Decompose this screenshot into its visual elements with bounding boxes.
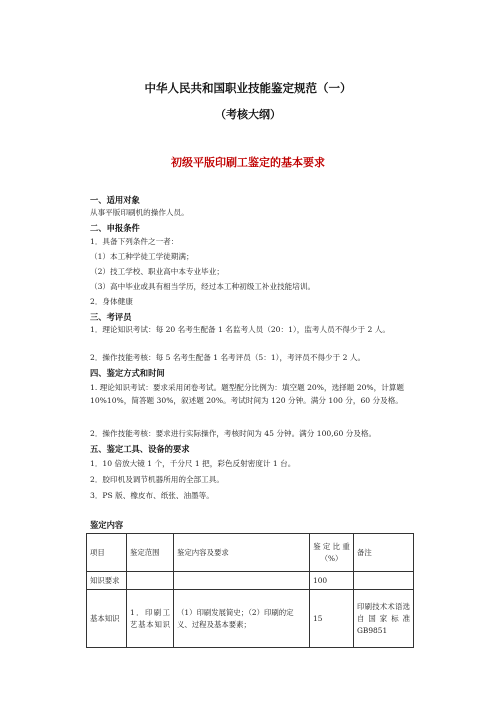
- table-cell: 基本知识: [87, 590, 127, 648]
- table-cell: 15: [310, 590, 354, 648]
- section-heading-4: 四、鉴定方式和时间: [90, 368, 165, 378]
- table-caption: 鉴定内容: [90, 520, 124, 530]
- section-heading-1: 一、适用对象: [90, 195, 140, 205]
- section-heading-3: 三、考评员: [90, 312, 132, 322]
- section-3-paragraph: 2．操作技能考核：每 5 名考生配备 1 名考评员（5：1），考评员不得少于 2 人。: [90, 353, 366, 362]
- table-row: [87, 572, 414, 590]
- section-2-line: 1．具备下列条件之一者：: [90, 237, 179, 246]
- header-cell-content: 鉴定内容及要求: [174, 534, 310, 572]
- section-2-line: （3）高中毕业或具有相当学历，经过本工种初级工补业技能培训。: [90, 282, 316, 291]
- header-cell-weight: 鉴 定 比 重（%）: [310, 534, 354, 572]
- table-row: [87, 590, 414, 648]
- table-cell: 知识要求: [87, 572, 127, 590]
- section-2-line: （1）本工种学徒工学徒期满；: [90, 252, 194, 261]
- level-title: 初级平版印刷工鉴定的基本要求: [171, 156, 325, 169]
- header-cell-remark: 备注: [354, 534, 414, 572]
- section-heading-2: 二、申报条件: [90, 223, 140, 233]
- section-5-line: 1．10 倍放大镜 1 个，千分尺 1 把，彩色反射密度计 1 台。: [90, 459, 296, 468]
- section-4-paragraph: 1. 理论知识考试：要求采用闭卷考试。题型配分比例为：填空题 20%，选择题 20%，计算题 10%10%，简答题 30%，叙述题 20%。考试时间为 120 分钟。满分 100 分，60 分及格。: [90, 383, 405, 405]
- table-cell: 100: [310, 572, 354, 590]
- section-5-line: 3．PS 版、橡皮布、纸张、油墨等。: [90, 491, 214, 500]
- table-cell: 1．印刷工艺基本知识: [127, 590, 174, 648]
- table-header-row: [87, 534, 414, 572]
- section-5-line: 2．胶印机及调节机器所用的全部工具。: [90, 475, 224, 484]
- header-cell-item: 项目: [87, 534, 127, 572]
- document-title: 中华人民共和国职业技能鉴定规范（一）: [144, 81, 352, 95]
- section-4-paragraph: 2．操作技能考核：要求进行实际操作，考核时间为 45 分钟。满分 100,60 分及格。: [90, 429, 377, 438]
- table-cell: [354, 572, 414, 590]
- document-subtitle: （考核大纲）: [215, 108, 281, 121]
- table-cell: （1）印刷发展简史；（2）印刷的定义、过程及基本要素；: [174, 590, 310, 648]
- section-1-line: 从事平版印刷机的操作人员。: [90, 208, 189, 217]
- section-3-paragraph: 1．理论知识考试：每 20 名考生配备 1 名监考人员（20：1），监考人员不得少于 2 人。: [90, 325, 390, 334]
- section-2-line: （2）技工学校、职业高中本专业毕业；: [90, 267, 224, 276]
- section-2-line: 2．身体健康: [90, 297, 133, 306]
- content-table: [86, 533, 414, 648]
- table-cell: [174, 572, 310, 590]
- section-heading-5: 五、鉴定工具、设备的要求: [90, 444, 190, 454]
- header-cell-scope: 鉴定范围: [127, 534, 174, 572]
- table-cell: [127, 572, 174, 590]
- table-cell: 印刷技术术语选自国家标准 GB9851: [354, 590, 414, 648]
